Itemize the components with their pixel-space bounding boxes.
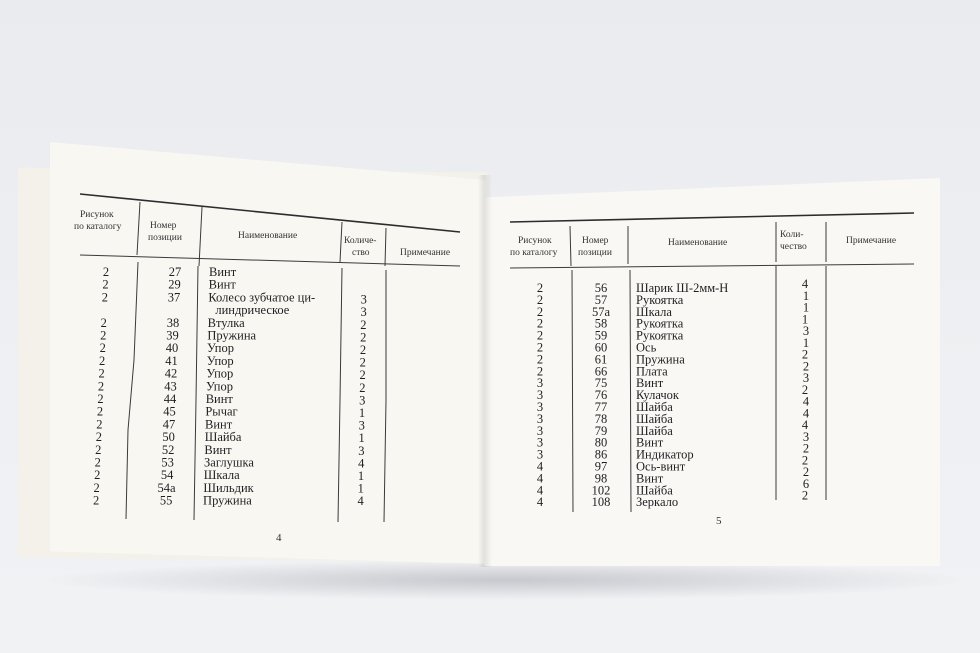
- right-header-figure-1: Рисунок: [518, 236, 552, 246]
- row-figure: 2: [102, 265, 110, 279]
- row-name: Упор: [206, 366, 234, 381]
- row-name: Винт: [205, 417, 233, 432]
- right-header-position-2: позиции: [578, 248, 612, 258]
- row-quantity: 4: [802, 394, 810, 409]
- left-header-qty-2: ство: [352, 248, 370, 258]
- row-position: 75: [594, 376, 608, 391]
- row-quantity: 2: [802, 441, 810, 456]
- row-quantity: 4: [801, 418, 809, 432]
- row-figure: 3: [536, 423, 544, 438]
- row-position: 76: [594, 388, 608, 403]
- table-row: [537, 348, 808, 367]
- row-quantity: 1: [802, 300, 810, 315]
- right-header-figure-2: по каталогу: [510, 248, 558, 258]
- left-col-divider-1: [126, 202, 140, 519]
- row-name: Втулка: [207, 315, 245, 330]
- row-name: Шайба: [636, 400, 673, 414]
- left-header-position-2: позиции: [148, 233, 182, 243]
- row-name: Рычаг: [205, 404, 238, 419]
- row-name: Винт: [204, 442, 232, 457]
- row-figure: 2: [536, 316, 544, 331]
- row-name: Винт: [205, 392, 233, 406]
- row-position: 78: [594, 411, 608, 426]
- row-name: Заглушка: [204, 455, 254, 470]
- row-quantity: 2: [801, 347, 809, 362]
- row-position: 77: [594, 400, 608, 414]
- row-quantity: 3: [358, 443, 365, 458]
- left-col-divider-4: [384, 228, 386, 522]
- row-figure: 2: [102, 277, 109, 292]
- row-figure: 2: [99, 353, 106, 368]
- right-header-qty-2: чество: [780, 242, 807, 252]
- row-quantity: 1: [357, 469, 365, 483]
- row-quantity: 1: [358, 406, 366, 420]
- row-figure: 2: [536, 292, 544, 307]
- row-quantity: 4: [801, 277, 809, 291]
- row-name: Шильдик: [203, 480, 254, 495]
- row-position: 60: [594, 340, 608, 355]
- row-quantity: 2: [801, 488, 809, 503]
- row-position: 52: [161, 442, 175, 457]
- row-position: 79: [594, 423, 608, 438]
- row-name: Упор: [206, 379, 233, 394]
- row-figure: 2: [96, 404, 104, 419]
- row-figure: 4: [536, 459, 544, 474]
- row-position: 41: [165, 353, 178, 368]
- row-figure: 2: [96, 417, 103, 432]
- row-quantity: 6: [802, 476, 810, 491]
- table-row: [537, 418, 809, 438]
- row-quantity: 4: [358, 456, 365, 471]
- right-page-number: 5: [716, 515, 722, 527]
- row-figure: 3: [536, 435, 544, 450]
- row-position: 98: [594, 471, 608, 486]
- right-header-qty-1: Коли-: [780, 230, 804, 240]
- row-quantity: 2: [802, 465, 810, 479]
- row-position: 57: [594, 292, 608, 307]
- row-position: 56: [594, 281, 608, 295]
- row-figure: 4: [536, 471, 544, 486]
- left-table: [74, 194, 460, 544]
- row-figure: 4: [536, 495, 544, 510]
- row-name: Шайба: [204, 430, 242, 445]
- row-figure: 3: [536, 411, 544, 426]
- left-header-top-rule: [80, 194, 460, 232]
- row-position: 108: [591, 495, 611, 510]
- row-quantity: 3: [802, 371, 810, 385]
- row-position: 54: [160, 468, 174, 483]
- row-position: 47: [162, 417, 176, 432]
- row-quantity: 3: [802, 429, 810, 444]
- row-position: 45: [163, 404, 176, 419]
- row-name: Плата: [636, 364, 668, 379]
- row-position: 43: [164, 379, 177, 394]
- row-name: Пружина: [203, 493, 252, 508]
- row-figure: 2: [101, 290, 109, 305]
- right-header-top-rule: [510, 213, 914, 222]
- row-name: Винт: [636, 435, 664, 450]
- row-figure: 2: [536, 304, 544, 319]
- right-header-name: Наименование: [668, 238, 728, 248]
- row-name: Шайба: [636, 483, 673, 498]
- row-quantity: 1: [801, 312, 809, 327]
- row-figure: 2: [99, 341, 106, 356]
- row-quantity: 2: [360, 330, 367, 345]
- row-position: 38: [166, 315, 180, 330]
- row-position: 44: [163, 392, 177, 406]
- left-header-position-1: Номер: [150, 221, 177, 231]
- row-name: Зеркало: [636, 495, 679, 510]
- row-figure: 2: [97, 392, 104, 406]
- row-figure: 2: [100, 328, 107, 343]
- row-figure: 3: [536, 388, 544, 403]
- row-position: 61: [594, 352, 608, 367]
- row-position: 42: [164, 366, 178, 381]
- row-name: Шарик Ш-2мм-Н: [636, 281, 729, 295]
- row-position: 37: [167, 290, 181, 305]
- left-header-note: Примечание: [400, 248, 451, 258]
- row-quantity: 2: [359, 343, 367, 357]
- row-name: Рукоятка: [636, 292, 684, 307]
- row-name: Кулачок: [636, 388, 679, 403]
- row-position: 97: [594, 459, 608, 474]
- row-figure: 2: [94, 468, 101, 483]
- right-rows: [537, 277, 810, 509]
- row-quantity: 2: [801, 453, 809, 468]
- row-position: 58: [594, 316, 608, 331]
- row-quantity: 1: [802, 288, 810, 303]
- row-quantity: 4: [802, 406, 810, 421]
- row-position: 80: [594, 435, 608, 450]
- row-name: Шкала: [636, 304, 672, 319]
- row-figure: 2: [536, 340, 544, 355]
- row-name: Шкала: [203, 468, 240, 483]
- row-position: 55: [159, 493, 173, 508]
- row-name: Рукоятка: [636, 328, 684, 343]
- row-position: 53: [161, 455, 174, 470]
- row-name: Ось-винт: [636, 459, 686, 474]
- row-figure: 2: [100, 315, 107, 330]
- row-name: Шайба: [636, 423, 673, 438]
- row-quantity: 2: [359, 380, 366, 395]
- row-figure: 2: [536, 352, 544, 367]
- row-position: 102: [591, 483, 611, 498]
- row-name: Рукоятка: [636, 316, 684, 331]
- left-header-name: Наименование: [238, 231, 298, 241]
- row-quantity: 2: [360, 317, 367, 332]
- row-quantity: 3: [802, 324, 810, 338]
- row-quantity: 2: [802, 359, 810, 374]
- row-figure: 3: [536, 376, 544, 391]
- row-position: 59: [594, 328, 608, 343]
- row-name: Индикатор: [636, 447, 694, 462]
- row-figure: 2: [95, 442, 102, 457]
- row-position: 50: [162, 430, 175, 445]
- row-position: 39: [166, 328, 179, 343]
- row-quantity: 2: [359, 368, 366, 383]
- row-name: Винт: [636, 376, 664, 391]
- row-figure: 2: [98, 366, 105, 381]
- right-header-note: Примечание: [846, 236, 897, 246]
- row-figure: 4: [536, 483, 544, 498]
- table-row: [537, 406, 810, 426]
- right-header-position-1: Номер: [582, 236, 609, 246]
- row-name: Упор: [206, 353, 234, 368]
- row-position: 40: [165, 341, 179, 356]
- row-quantity: 1: [358, 431, 365, 446]
- row-figure: 2: [536, 328, 544, 343]
- row-name: Упор: [207, 341, 234, 356]
- right-col-divider-1: [570, 226, 573, 512]
- row-figure: 2: [536, 281, 544, 295]
- row-position: 66: [594, 364, 608, 379]
- row-name: Винт: [636, 471, 664, 486]
- row-quantity: 2: [359, 355, 366, 370]
- row-quantity: 4: [357, 494, 364, 509]
- row-quantity: 3: [359, 393, 366, 408]
- row-figure: 3: [536, 400, 544, 414]
- row-name: Винт: [209, 265, 237, 279]
- left-header-qty-1: Количе-: [344, 236, 377, 246]
- row-figure: 2: [97, 379, 105, 394]
- table-row: [93, 494, 365, 509]
- right-table: [510, 213, 914, 527]
- row-figure: 2: [93, 480, 100, 495]
- row-figure: 2: [536, 364, 544, 379]
- left-col-divider-3: [338, 222, 342, 522]
- left-col-divider-2: [194, 207, 202, 520]
- row-quantity: 3: [358, 418, 365, 433]
- row-position: 86: [594, 447, 608, 462]
- row-quantity: 3: [360, 292, 367, 307]
- row-name: Пружина: [636, 352, 685, 367]
- row-name: Ось: [636, 340, 657, 355]
- row-name: Винт: [208, 277, 236, 292]
- row-figure: 2: [92, 493, 100, 508]
- row-figure: 2: [95, 430, 102, 445]
- row-name-continued: линдрическое: [215, 303, 290, 318]
- right-col-divider-2: [628, 226, 631, 512]
- row-name: Шайба: [636, 411, 673, 426]
- left-header-figure-2: по каталогу: [74, 222, 122, 232]
- row-position: 54а: [157, 480, 176, 495]
- row-name: Пружина: [207, 328, 257, 343]
- row-position: 57а: [591, 304, 611, 319]
- row-quantity: 1: [357, 481, 364, 496]
- row-quantity: 1: [802, 335, 810, 350]
- left-header-figure-1: Рисунок: [80, 210, 114, 220]
- row-position: 27: [168, 265, 182, 279]
- row-name: Колесо зубчатое ци-: [208, 290, 316, 305]
- row-figure: 3: [536, 447, 544, 462]
- left-page-number: 4: [276, 532, 282, 544]
- row-figure: 2: [94, 455, 101, 470]
- row-quantity: 2: [801, 382, 809, 397]
- left-rows: [93, 265, 367, 508]
- row-quantity: 3: [360, 305, 367, 320]
- row-position: 29: [168, 277, 181, 292]
